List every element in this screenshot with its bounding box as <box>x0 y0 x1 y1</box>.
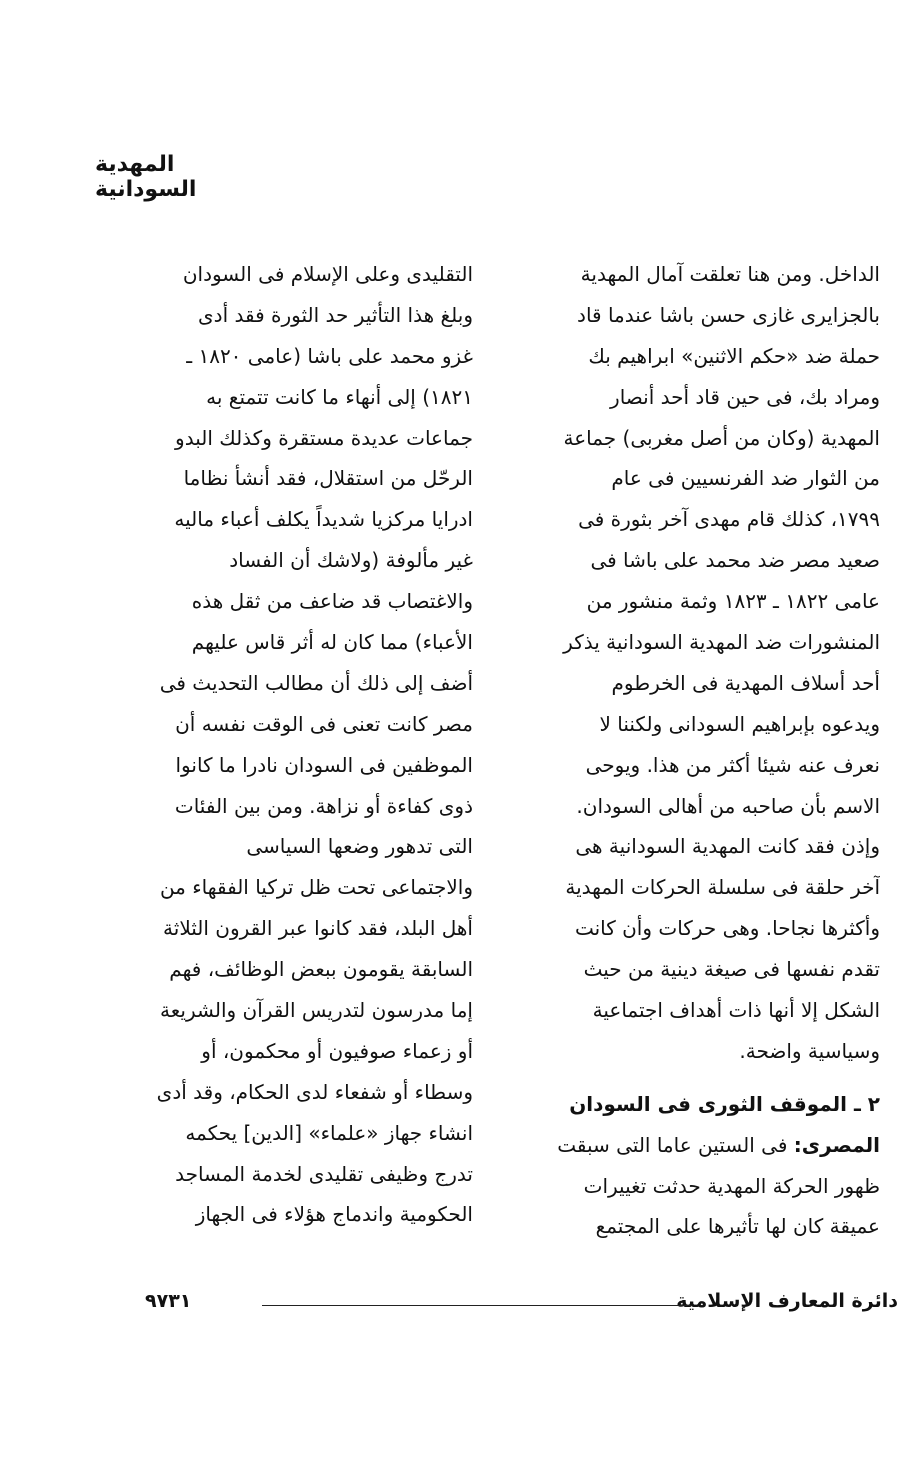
running-title: المهدية السودانية <box>95 152 197 202</box>
text-line: صعيد مصر ضد محمد على باشا فى <box>590 548 880 573</box>
text-line: بالجزايرى غازى حسن باشا عندما قاد <box>577 302 880 327</box>
text-line: ادرايا مركزيا شديداً يكلف أعباء ماليه <box>174 507 473 532</box>
right-column <box>500 254 880 1247</box>
text-line: أهل البلد، فقد كانوا عبر القرون الثلاثة <box>163 916 473 941</box>
text-line: الموظفين فى السودان نادرا ما كانوا <box>175 752 473 777</box>
text-line: ومراد بك، فى حين قاد أحد أنصار <box>610 384 880 409</box>
text-line: ١٨٢١) إلى أنهاء ما كانت تتمتع به <box>206 384 473 409</box>
text-line: مصر كانت تعنى فى الوقت نفسه أن <box>175 711 473 736</box>
text-line: نعرف عنه شيئا أكثر من هذا. ويوحى <box>585 752 880 777</box>
text-line <box>500 1125 880 1166</box>
text-line: تدرج وظيفى تقليدى لخدمة المساجد <box>175 1161 473 1186</box>
text-line: غزو محمد على باشا (عامى ١٨٢٠ ـ <box>186 343 473 368</box>
text-line: إما مدرسون لتدريس القرآن والشريعة <box>160 998 473 1023</box>
text-line: وإذن فقد كانت المهدية السودانية هى <box>575 834 880 859</box>
text-line: وسطاء أو شفعاء لدى الحكام، وقد أدى <box>156 1079 473 1104</box>
text-line: الأعباء) مما كان له أثر قاس عليهم <box>191 630 473 655</box>
text-line: أحد أسلاف المهدية فى الخرطوم <box>611 670 880 695</box>
text-line: ٢ ـ الموقف الثورى فى السودان <box>569 1091 880 1116</box>
text-line: ويدعوه بإبراهيم السودانى ولكننا لا <box>599 711 880 736</box>
text-line: تقدم نفسها فى صيغة دينية من حيث <box>583 957 880 982</box>
text-line: والاجتماعى تحت ظل تركيا الفقهاء من <box>159 875 473 900</box>
text-line: جماعات عديدة مستقرة وكذلك البدو <box>175 425 473 450</box>
page-footer <box>90 1290 910 1320</box>
text-line: ١٧٩٩، كذلك قام مهدى آخر بثورة فى <box>578 507 880 532</box>
text-line: والاغتصاب قد ضاعف من ثقل هذه <box>191 589 473 614</box>
heading-continuation: المصرى: <box>793 1132 880 1157</box>
text-line: وأكثرها نجاحا. وهى حركات وأن كانت <box>574 916 880 941</box>
text-line: التقليدى وعلى الإسلام فى السودان <box>182 262 473 286</box>
text-line: الشكل إلا أنها ذات أهداف اجتماعية <box>592 998 880 1023</box>
footer-title: دائرة المعارف الإسلامية <box>676 1290 898 1312</box>
text-line: المهدية (وكان من أصل مغربى) جماعة <box>563 425 880 450</box>
text-line: وسياسية واضحة. <box>739 1038 880 1063</box>
page-number: ٩٧٣١ <box>145 1290 192 1312</box>
text-line: آخر حلقة فى سلسلة الحركات المهدية <box>565 875 880 900</box>
text-line: وبلغ هذا التأثير حد الثورة فقد أدى <box>198 302 473 327</box>
text-fragment: فى الستين عاما التى سبقت <box>557 1132 794 1157</box>
text-line: الرحّل من استقلال، فقد أنشأ نظاما <box>183 466 473 491</box>
text-line: أو زعماء صوفيون أو محكمون، أو <box>201 1038 473 1063</box>
text-line: التى تدهور وضعها السياسى <box>246 834 473 859</box>
text-line: حملة ضد «حكم الاثنين» ابراهيم بك <box>588 343 880 368</box>
text-line: عميقة كان لها تأثيرها على المجتمع <box>595 1214 880 1239</box>
left-column <box>93 254 473 1235</box>
text-line: أضف إلى ذلك أن مطالب التحديث فى <box>159 670 473 695</box>
text-line: ظهور الحركة المهدية حدثت تغييرات <box>583 1173 880 1198</box>
text-line: انشاء جهاز «علماء» [الدين] يحكمه <box>185 1120 473 1145</box>
text-line: المنشورات ضد المهدية السودانية يذكر <box>563 630 880 655</box>
text-line: الاسم بأن صاحبه من أهالى السودان. <box>576 793 880 818</box>
text-line: الداخل. ومن هنا تعلقت آمال المهدية <box>580 262 880 286</box>
text-line: السابقة يقومون ببعض الوظائف، فهم <box>169 957 473 982</box>
text-line: من الثوار ضد الفرنسيين فى عام <box>611 466 880 491</box>
text-line: غير مألوفة (ولاشك أن الفساد <box>229 548 473 573</box>
footer-rule <box>262 1305 692 1306</box>
text-line: ذوى كفاءة أو نزاهة. ومن بين الفئات <box>174 793 473 818</box>
text-line: الحكومية واندماج هؤلاء فى الجهاز <box>195 1202 473 1227</box>
text-line: عامى ١٨٢٢ ـ ١٨٢٣ وثمة منشور من <box>586 589 880 614</box>
